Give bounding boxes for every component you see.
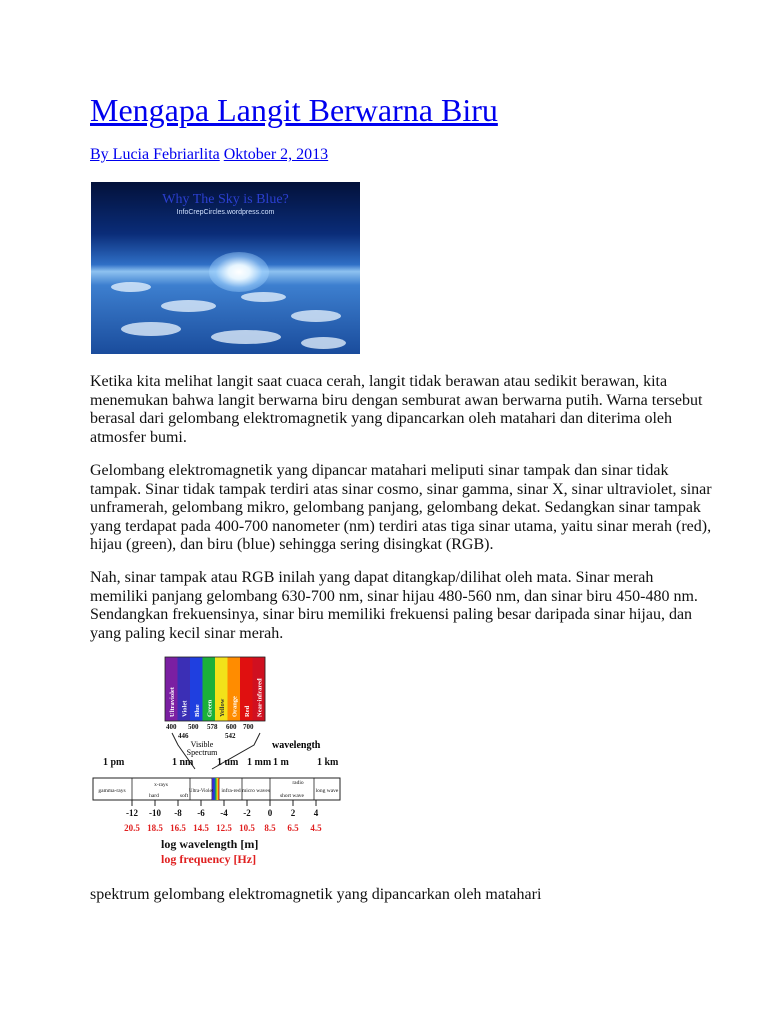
log-wavelength-values: [126, 808, 319, 818]
log-frequency-value: 4.5: [310, 823, 322, 833]
log-wavelength-value: -2: [243, 808, 251, 818]
cloud: [121, 322, 181, 336]
paragraph-3: [90, 569, 698, 643]
region-label: hard: [149, 793, 159, 799]
log-frequency-value: 18.5: [147, 823, 163, 833]
visible-nm-label: 400: [166, 723, 177, 731]
hero-image-url: InfoCrepCircles.wordpress.com: [176, 209, 275, 216]
author-link[interactable]: By Lucia Febriarlita: [90, 146, 220, 163]
band-label: Green: [206, 699, 214, 717]
scale-label: 1 nm: [172, 757, 194, 768]
paragraph-line: unframerah, gelombang mikro, gelombang panjang, gelombang dekat. Sedangkan sinar tampak: [90, 499, 701, 517]
region-label: soft: [179, 793, 189, 799]
article-title[interactable]: Mengapa Langit Berwarna Biru: [90, 92, 498, 128]
spectrum-label: Spectrum: [186, 748, 218, 757]
band-label: Ultraviolet: [168, 687, 176, 717]
visible-nm-label: 500: [188, 723, 199, 731]
region-label: Ultra-Violet: [188, 789, 214, 794]
paragraph-line: Nah, sinar tampak atau RGB inilah yang dapat ditangkap/dilihat oleh mata. Sinar merah: [90, 569, 654, 586]
log-frequency-value: 16.5: [170, 823, 186, 833]
log-wavelength-label: log wavelength [m]: [161, 837, 259, 851]
band-label: Blue: [193, 704, 201, 717]
visible-label: Visible: [190, 740, 214, 749]
wavelength-label: wavelength: [272, 740, 321, 751]
log-wavelength-value: 0: [267, 808, 273, 818]
log-frequency-value: 12.5: [216, 823, 232, 833]
cloud: [211, 330, 281, 344]
region-label: infra-red: [221, 788, 241, 794]
cloud: [111, 282, 151, 292]
region-label: radio: [292, 780, 304, 786]
log-frequency-value: 10.5: [239, 823, 255, 833]
paragraph-2: [90, 462, 712, 555]
visible-nm-label: 446: [178, 732, 189, 740]
band-label: Near-infrared: [256, 678, 264, 717]
log-wavelength-value: -6: [197, 808, 205, 818]
log-wavelength-value: -8: [174, 808, 182, 818]
byline: [90, 146, 328, 164]
band-label: Yellow: [218, 698, 226, 717]
spectrum-diagram: [92, 655, 342, 870]
region-label: gamma-rays: [98, 788, 126, 794]
sun-glow: [209, 252, 269, 292]
log-wavelength-value: -12: [126, 808, 138, 818]
paragraph-line: hijau (green), dan biru (blue) sehingga sering disingkat (RGB).: [90, 536, 494, 554]
cloud: [241, 292, 286, 302]
log-frequency-values: [124, 823, 322, 833]
visible-nm-label: 600: [226, 723, 237, 731]
paragraph-line: yang paling kecil sinar merah.: [90, 624, 284, 642]
region-label: x-rays: [154, 782, 168, 788]
paragraph-1: [90, 373, 703, 447]
visible-nm-label: 542: [225, 732, 236, 740]
band-label: Orange: [231, 696, 239, 717]
scale-label: 1 mm: [247, 757, 272, 768]
paragraph-line: Gelombang elektromagnetik yang dipancar matahari meliputi sinar tampak dan sinar tidak: [90, 462, 669, 479]
paragraph-line: menemukan bahwa langit berwarna biru dengan semburat awan berwarna putih. Warna tersebut: [90, 391, 703, 409]
axis-ticks: [132, 800, 316, 806]
log-frequency-label: log frequency [Hz]: [161, 852, 257, 866]
cloud: [301, 337, 346, 349]
date-link[interactable]: Oktober 2, 2013: [223, 146, 329, 163]
log-wavelength-value: -10: [149, 808, 161, 818]
log-frequency-value: 20.5: [124, 823, 140, 833]
paragraph-line: Sendangkan frekuensinya, sinar biru memiliki frekuensi paling besar daripada sinar hijau, dan: [90, 606, 693, 624]
region-label: micro waves: [242, 788, 270, 794]
visible-nm-label: 700: [243, 723, 254, 731]
log-frequency-value: 6.5: [287, 823, 299, 833]
region-label: short wave: [280, 793, 304, 799]
cloud: [161, 300, 216, 312]
log-frequency-value: 14.5: [193, 823, 209, 833]
hero-image-title: Why The Sky is Blue?: [162, 192, 289, 207]
scale-label: 1 um: [217, 757, 239, 768]
log-wavelength-value: 4: [313, 808, 319, 818]
scale-label: 1 pm: [103, 757, 125, 768]
log-wavelength-value: 2: [290, 808, 296, 818]
log-wavelength-value: -4: [220, 808, 228, 818]
scale-label: 1 m: [273, 757, 289, 768]
figure-caption: spektrum gelombang elektromagnetik yang dipancarkan oleh matahari: [90, 886, 542, 903]
paragraph-line: atmosfer bumi.: [90, 428, 187, 446]
visible-nm-label: 578: [207, 723, 218, 731]
hero-image: [91, 182, 360, 354]
scale-label: 1 km: [317, 757, 339, 768]
cloud: [291, 310, 341, 322]
region-label: long wave: [315, 788, 339, 794]
paragraph-line: memiliki panjang gelombang 630-700 nm, sinar hijau 480-560 nm, dan sinar biru 450-480 nm.: [90, 587, 698, 605]
log-frequency-value: 8.5: [264, 823, 276, 833]
paragraph-line: yang terdapat pada 400-700 nanometer (nm) terdiri atas tiga sinar utama, yaitu sinar merah (red),: [90, 517, 712, 535]
band-label: Red: [243, 705, 251, 717]
paragraph-line: tampak. Sinar tidak tampak terdiri atas sinar cosmo, sinar gamma, sinar X, sinar ultraviolet, sinar: [90, 480, 712, 498]
paragraph-line: berasal dari gelombang elektromagnetik yang dipancarkan oleh matahari dan diterima oleh: [90, 410, 672, 428]
band-label: Violet: [181, 700, 189, 717]
paragraph-line: Ketika kita melihat langit saat cuaca cerah, langit tidak berawan atau sedikit berawan, kita: [90, 373, 668, 390]
